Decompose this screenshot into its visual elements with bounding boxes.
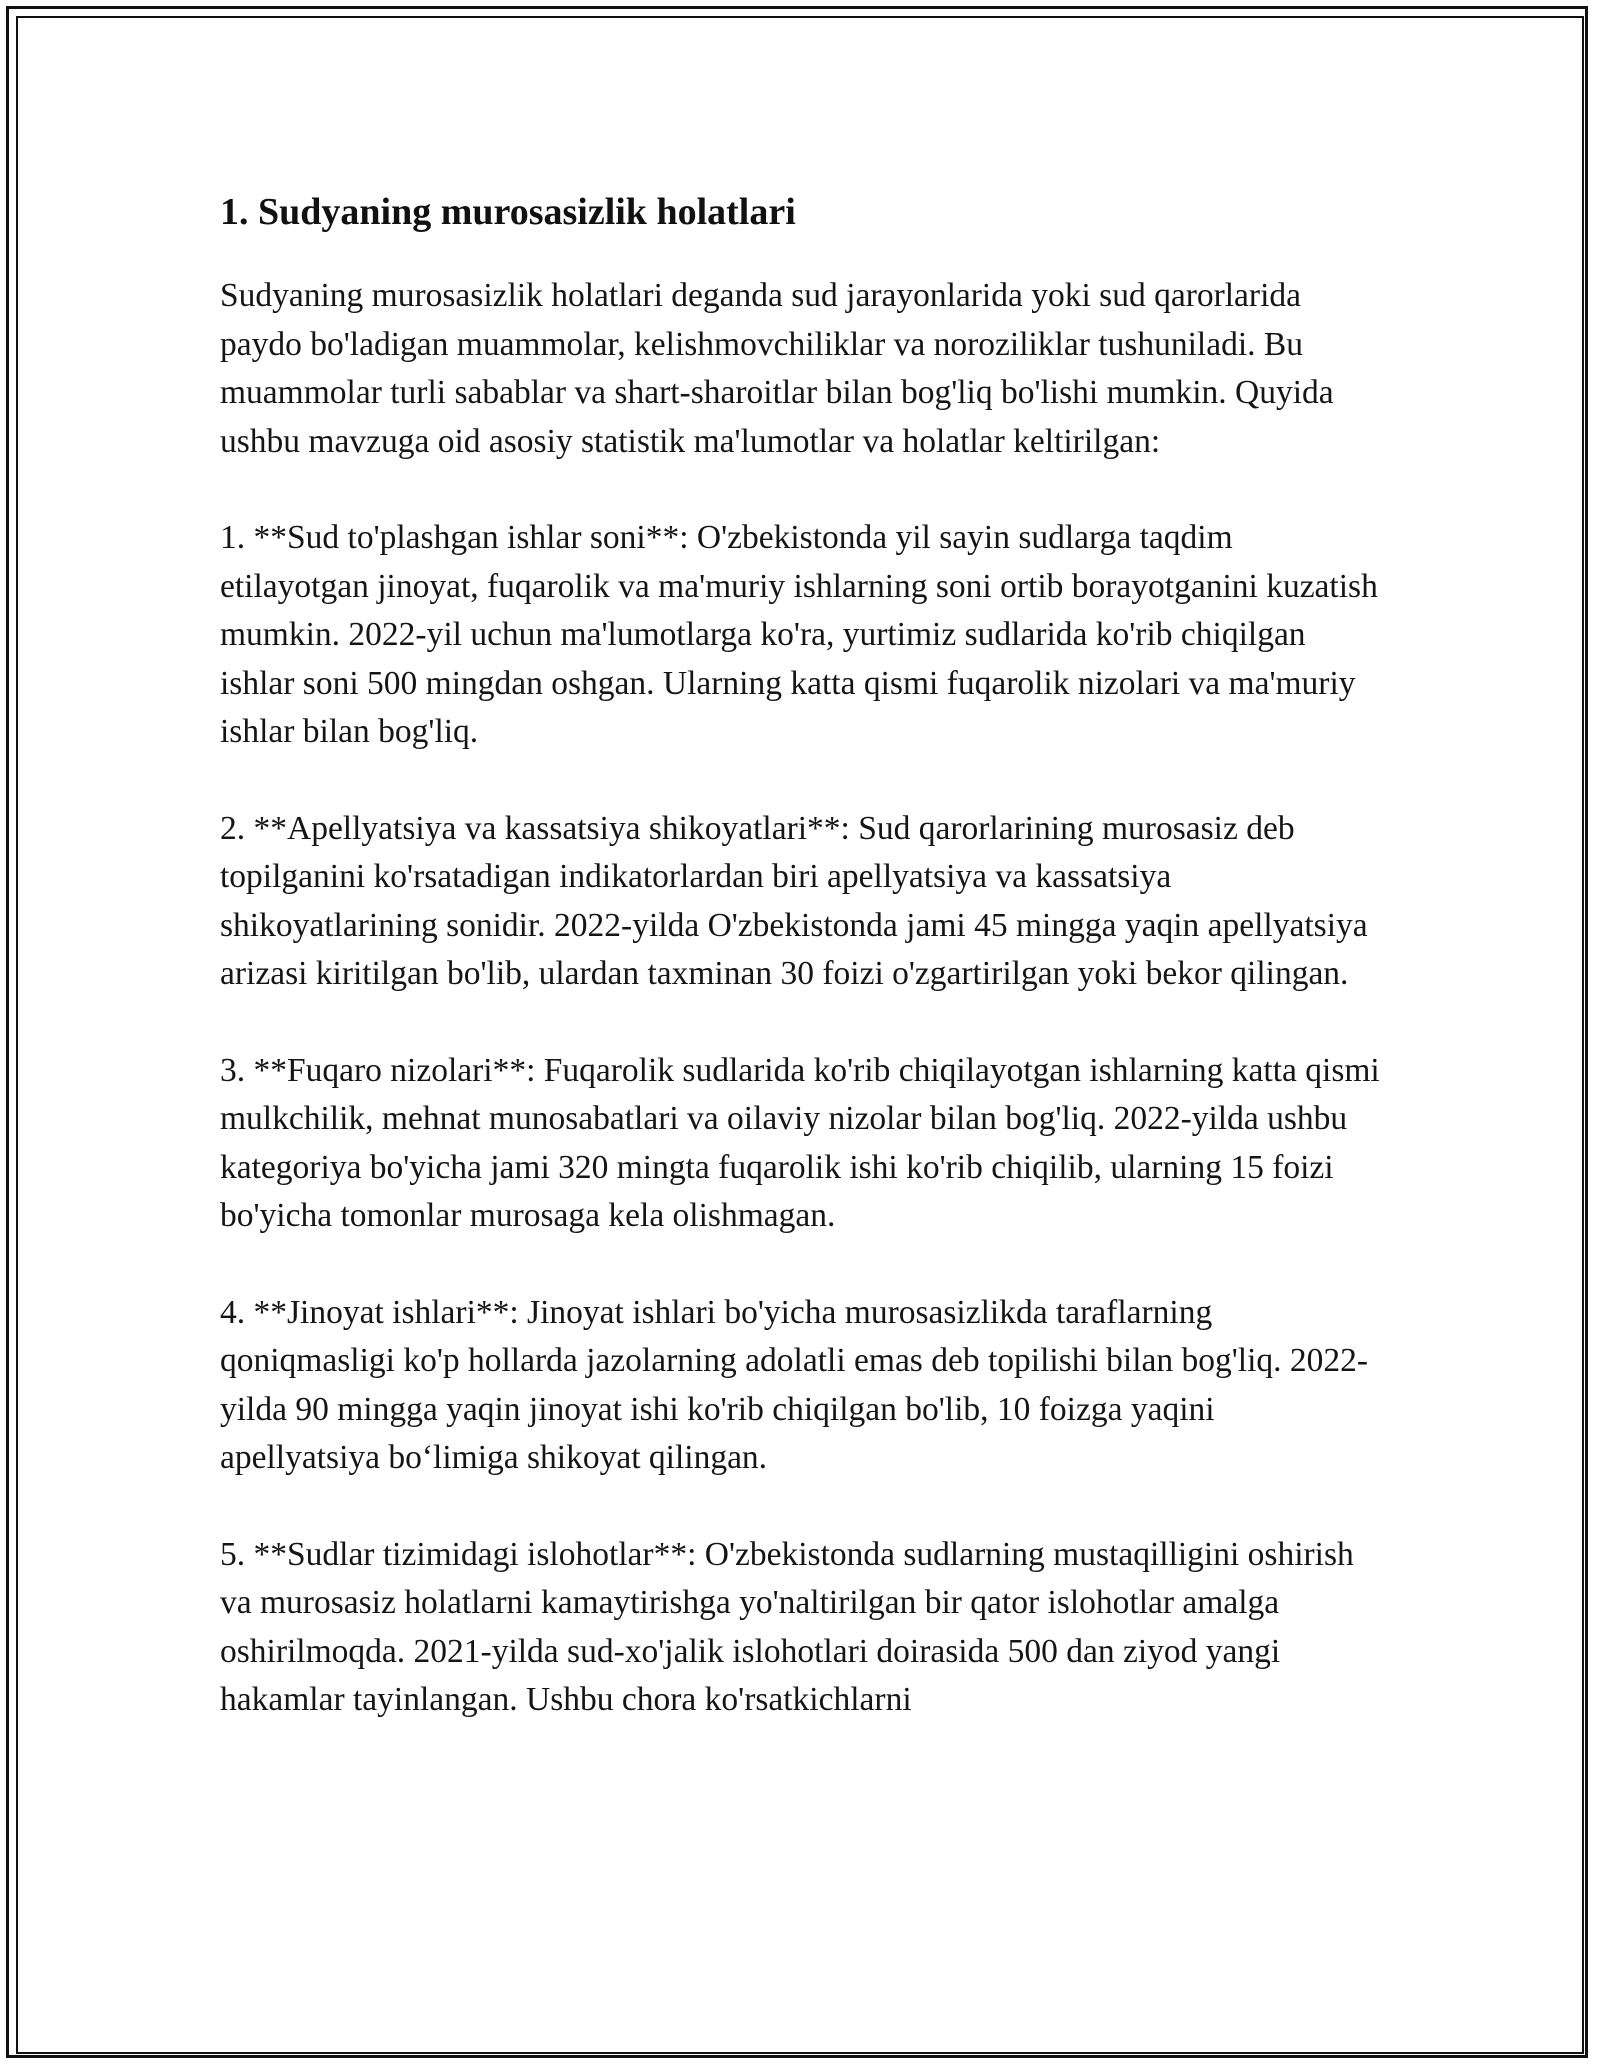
section-heading: 1. Sudyaning murosasizlik holatlari bbox=[220, 191, 796, 233]
paragraph-item-2: 2. **Apellyatsiya va kassatsiya shikoyatlari**: Sud qarorlarining murosasiz deb topilganini ko'rsatadigan indikatorlardan biri apellyatsiya va kassatsiya shikoyatlarining sonidir. 2022-yilda O'zbekistonda jami 45 mingga yaqin apellyatsiya arizasi kiritilgan bo'lib, ulardan taxminan 30 foizi o'zgartirilgan yoki bekor qilingan. bbox=[220, 809, 1368, 992]
paragraph-item-5: 5. **Sudlar tizimidagi islohotlar**: O'zbekistonda sudlarning mustaqilligini oshirish va murosasiz holatlarni kamaytirishga yo'naltirilgan bir qator islohotlar amalga oshirilmoqda. 2021-yilda sud-xo'jalik islohotlari doirasida 500 dan ziyod yangi hakamlar tayinlangan. Ushbu chora ko'rsatkichlarni bbox=[220, 1535, 1354, 1718]
paragraph-item-3: 3. **Fuqaro nizolari**: Fuqarolik sudlarida ko'rib chiqilayotgan ishlarning katta qismi mulkchilik, mehnat munosabatlari va oilaviy nizolar bilan bog'liq. 2022-yilda ushbu kategoriya bo'yicha jami 320 mingta fuqarolik ishi ko'rib chiqilib, ularning 15 foizi bo'yicha tomonlar murosaga kela olishmagan. bbox=[220, 1051, 1380, 1234]
paragraph-item-1: 1. **Sud to'plashgan ishlar soni**: O'zbekistonda yil sayin sudlarga taqdim etilayotgan jinoyat, fuqarolik va ma'muriy ishlarning soni ortib borayotganini kuzatish mumkin. 2022-yil uchun ma'lumotlarga ko'ra, yurtimiz sudlarida ko'rib chiqilgan ishlar soni 500 mingdan oshgan. Ularning katta qismi fuqarolik nizolari va ma'muriy ishlar bilan bog'liq. bbox=[220, 519, 1378, 750]
paragraph-item-4: 4. **Jinoyat ishlari**: Jinoyat ishlari bo'yicha murosasizlikda taraflarning qoniqmasligi ko'p hollarda jazolarning adolatli emas deb topilishi bilan bog'liq. 2022-yilda 90 mingga yaqin jinoyat ishi ko'rib chiqilgan bo'lib, 10 foizga yaqini apellyatsiya bo‘limiga shikoyat qilingan. bbox=[220, 1293, 1369, 1476]
document-body bbox=[220, 188, 1380, 1773]
intro-paragraph: Sudyaning murosasizlik holatlari deganda sud jarayonlarida yoki sud qarorlarida paydo bo'ladigan muammolar, kelishmovchiliklar va noroziliklar tushuniladi. Bu muammolar turli sabablar va shart-sharoitlar bilan bog'liq bo'lishi mumkin. Quyida ushbu mavzuga oid asosiy statistik ma'lumotlar va holatlar keltirilgan: bbox=[220, 277, 1334, 460]
